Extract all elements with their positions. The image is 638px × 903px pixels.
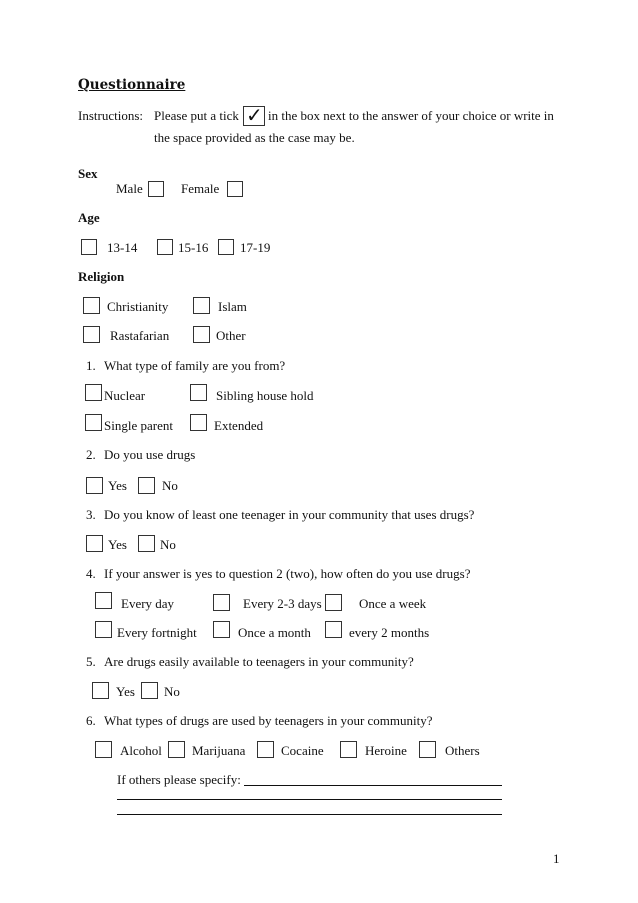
specify-input-line-1[interactable] xyxy=(244,785,502,786)
q6-option-marijuana-label: Marijuana xyxy=(192,743,246,758)
q1-option-extended-label: Extended xyxy=(214,418,264,433)
question-5-text: Are drugs easily available to teenagers in your community? xyxy=(104,654,414,669)
q4-option-once-a-month-label: Once a month xyxy=(238,625,311,640)
question-2-text: Do you use drugs xyxy=(104,447,196,462)
page-title: Questionnaire xyxy=(78,77,186,93)
q3-option-no-label: No xyxy=(160,537,176,552)
age-option-13-14-label: 13-14 xyxy=(107,240,138,255)
question-2-number: 2. xyxy=(86,447,96,462)
q4-option-once-a-week-checkbox[interactable] xyxy=(325,594,342,611)
q1-option-single-parent-label: Single parent xyxy=(104,418,173,433)
q3-option-yes-label: Yes xyxy=(108,537,127,552)
religion-option-rastafarian-label: Rastafarian xyxy=(110,328,170,343)
q6-option-alcohol-checkbox[interactable] xyxy=(95,741,112,758)
instructions-line2: the space provided as the case may be. xyxy=(154,130,355,145)
q5-option-no-label: No xyxy=(164,684,180,699)
religion-option-islam-label: Islam xyxy=(218,299,247,314)
question-6-text: What types of drugs are used by teenagers in your community? xyxy=(104,713,433,728)
q4-option-every-2-months-checkbox[interactable] xyxy=(325,621,342,638)
specify-label: If others please specify: xyxy=(117,772,241,787)
religion-option-christianity-label: Christianity xyxy=(107,299,169,314)
question-4-number: 4. xyxy=(86,566,96,581)
q1-option-sibling-household-label: Sibling house hold xyxy=(216,388,314,403)
question-3-text: Do you know of least one teenager in your community that uses drugs? xyxy=(104,507,475,522)
q3-option-yes-checkbox[interactable] xyxy=(86,535,103,552)
instructions-label: Instructions: xyxy=(78,108,143,123)
sex-option-male-label: Male xyxy=(116,181,143,196)
q1-option-nuclear-label: Nuclear xyxy=(104,388,146,403)
specify-input-line-3[interactable] xyxy=(117,814,502,815)
q4-option-once-a-month-checkbox[interactable] xyxy=(213,621,230,638)
q4-option-every-day-checkbox[interactable] xyxy=(95,592,112,609)
instructions-text-before: Please put a tick xyxy=(154,108,239,123)
q2-option-no-label: No xyxy=(162,478,178,493)
age-option-15-16-label: 15-16 xyxy=(178,240,209,255)
q1-option-nuclear-checkbox[interactable] xyxy=(85,384,102,401)
q6-option-heroine-label: Heroine xyxy=(365,743,407,758)
q6-option-others-checkbox[interactable] xyxy=(419,741,436,758)
q6-option-marijuana-checkbox[interactable] xyxy=(168,741,185,758)
q2-option-yes-checkbox[interactable] xyxy=(86,477,103,494)
specify-input-line-2[interactable] xyxy=(117,799,502,800)
q5-option-yes-label: Yes xyxy=(116,684,135,699)
religion-option-other-checkbox[interactable] xyxy=(193,326,210,343)
question-1-text: What type of family are you from? xyxy=(104,358,286,373)
question-4-text: If your answer is yes to question 2 (two), how often do you use drugs? xyxy=(104,566,471,581)
sex-option-female-label: Female xyxy=(181,181,220,196)
q3-option-no-checkbox[interactable] xyxy=(138,535,155,552)
q2-option-no-checkbox[interactable] xyxy=(138,477,155,494)
religion-option-islam-checkbox[interactable] xyxy=(193,297,210,314)
q5-option-yes-checkbox[interactable] xyxy=(92,682,109,699)
question-3-number: 3. xyxy=(86,507,96,522)
question-1-number: 1. xyxy=(86,358,96,373)
q5-option-no-checkbox[interactable] xyxy=(141,682,158,699)
instructions-text-after: in the box next to the answer of your choice or write in xyxy=(268,108,554,123)
age-option-17-19-label: 17-19 xyxy=(240,240,271,255)
age-option-15-16-checkbox[interactable] xyxy=(157,239,173,255)
q4-option-every-2-months-label: every 2 months xyxy=(349,625,430,640)
q1-option-extended-checkbox[interactable] xyxy=(190,414,207,431)
q6-option-heroine-checkbox[interactable] xyxy=(340,741,357,758)
q6-option-cocaine-label: Cocaine xyxy=(281,743,324,758)
page-number: 1 xyxy=(553,851,560,866)
religion-heading: Religion xyxy=(78,269,125,284)
q4-option-every-day-label: Every day xyxy=(121,596,175,611)
religion-option-other-label: Other xyxy=(216,328,246,343)
q1-option-sibling-household-checkbox[interactable] xyxy=(190,384,207,401)
age-option-13-14-checkbox[interactable] xyxy=(81,239,97,255)
q4-option-every-fortnight-checkbox[interactable] xyxy=(95,621,112,638)
age-heading: Age xyxy=(78,210,100,225)
q6-option-others-label: Others xyxy=(445,743,480,758)
tick-example-box xyxy=(243,103,265,127)
q4-option-every-fortnight-label: Every fortnight xyxy=(117,625,197,640)
q6-option-alcohol-label: Alcohol xyxy=(120,743,162,758)
sex-option-female-checkbox[interactable] xyxy=(227,181,243,197)
q2-option-yes-label: Yes xyxy=(108,478,127,493)
q4-option-every-2-3-days-label: Every 2-3 days xyxy=(243,596,322,611)
q4-option-once-a-week-label: Once a week xyxy=(359,596,427,611)
question-5-number: 5. xyxy=(86,654,96,669)
question-6-number: 6. xyxy=(86,713,96,728)
q1-option-single-parent-checkbox[interactable] xyxy=(85,414,102,431)
q6-option-cocaine-checkbox[interactable] xyxy=(257,741,274,758)
sex-heading: Sex xyxy=(78,166,98,181)
age-option-17-19-checkbox[interactable] xyxy=(218,239,234,255)
religion-option-christianity-checkbox[interactable] xyxy=(83,297,100,314)
religion-option-rastafarian-checkbox[interactable] xyxy=(83,326,100,343)
sex-option-male-checkbox[interactable] xyxy=(148,181,164,197)
check-icon: ✓ xyxy=(246,103,263,127)
q4-option-every-2-3-days-checkbox[interactable] xyxy=(213,594,230,611)
